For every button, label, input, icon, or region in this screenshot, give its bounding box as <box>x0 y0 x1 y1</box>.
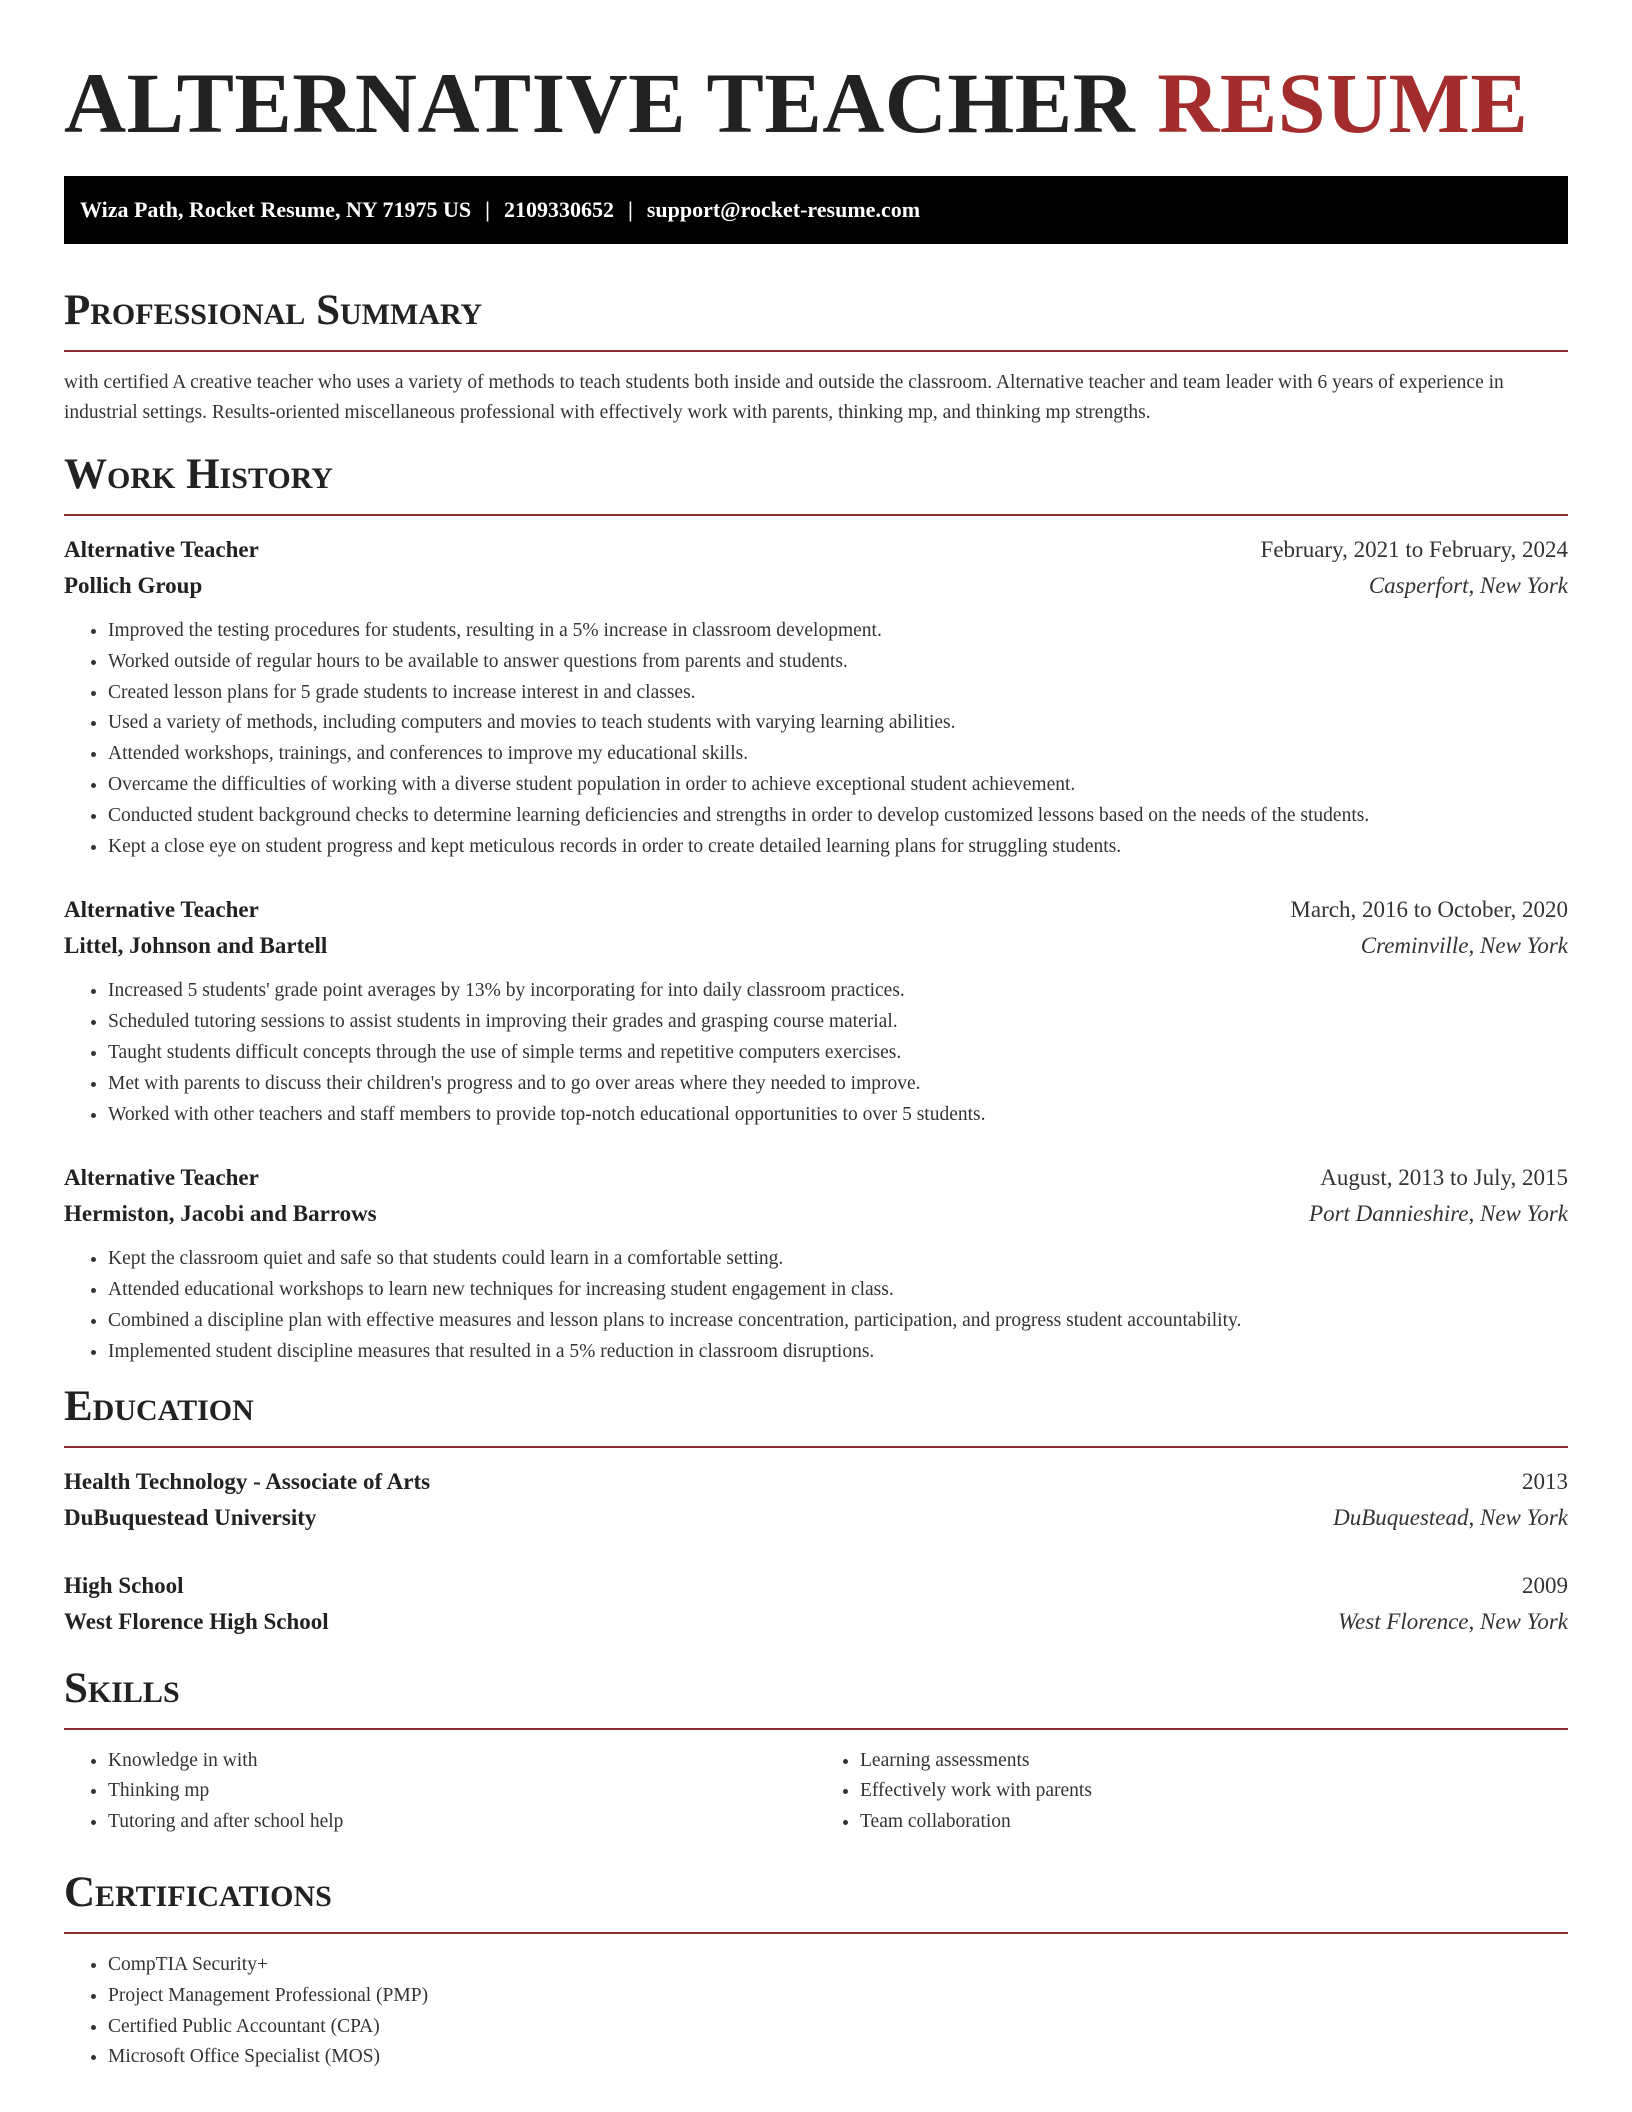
education-header <box>64 1568 1568 1604</box>
job-entry <box>64 892 1568 1130</box>
job-bullet: • Kept the classroom quiet and safe so that students could learn in a comfortable setting. <box>108 1244 1568 1275</box>
skill-item: • Tutoring and after school help <box>108 1807 816 1838</box>
section-heading-summary: Professional Summary <box>64 287 483 334</box>
skill-item: • Knowledge in with <box>108 1746 816 1777</box>
contact-separator: | <box>627 197 633 222</box>
job-company: Littel, Johnson and Bartell <box>64 933 328 959</box>
skills-grid <box>64 1746 1568 1838</box>
education-school: DuBuquestead University <box>64 1504 317 1530</box>
summary-text: with certified A creative teacher who uses a variety of methods to teach students both inside and outside the classroom. Alternative teacher and team leader with 6 years of experience in industrial settings. Results-oriented miscellaneous professional with effectively work with parents, thinking mp, and thinking mp strengths. <box>64 372 1504 423</box>
skill-item: • Effectively work with parents <box>860 1776 1568 1807</box>
job-bullet: • Combined a discipline plan with effective measures and lesson plans to increase concentration, participation, and progress student accountability. <box>108 1306 1568 1337</box>
job-bullet: • Created lesson plans for 5 grade students to increase interest in and classes. <box>108 678 1568 709</box>
work-history-section <box>64 450 1568 1368</box>
title-accent: RESUME <box>1157 55 1529 151</box>
certification-item: • Project Management Professional (PMP) <box>108 1981 1568 2012</box>
education-year: 2013 <box>1522 1468 1568 1494</box>
job-header <box>64 1160 1568 1196</box>
job-bullet: • Implemented student discipline measures that resulted in a 5% reduction in classroom disruptions. <box>108 1337 1568 1368</box>
skills-section <box>64 1664 1568 1838</box>
section-heading-work-history: Work History <box>64 451 333 498</box>
section-divider <box>64 514 1568 516</box>
education-entry <box>64 1464 1568 1536</box>
resume-title <box>64 0 1568 150</box>
job-company: Hermiston, Jacobi and Barrows <box>64 1201 377 1227</box>
job-company-row <box>64 568 1568 604</box>
certification-item: • Certified Public Accountant (CPA) <box>108 2012 1568 2043</box>
job-entry <box>64 532 1568 862</box>
education-school: West Florence High School <box>64 1608 329 1634</box>
title-main: ALTERNATIVE TEACHER <box>64 55 1136 151</box>
job-header <box>64 532 1568 568</box>
job-bullet: • Scheduled tutoring sessions to assist students in improving their grades and grasping course material. <box>108 1007 1568 1038</box>
job-title: Alternative Teacher <box>64 1165 259 1191</box>
job-bullet: • Attended educational workshops to learn new techniques for increasing student engagement in class. <box>108 1275 1568 1306</box>
education-entry <box>64 1568 1568 1640</box>
section-divider <box>64 1728 1568 1730</box>
job-bullet: • Met with parents to discuss their children's progress and to go over areas where they needed to improve. <box>108 1069 1568 1100</box>
job-title: Alternative Teacher <box>64 897 259 923</box>
job-entry <box>64 1160 1568 1367</box>
skills-list-left <box>64 1746 816 1838</box>
education-section <box>64 1382 1568 1640</box>
job-bullet: • Conducted student background checks to determine learning deficiencies and strengths in order to develop customized lessons based on the needs of the students. <box>108 801 1568 832</box>
education-year: 2009 <box>1522 1572 1568 1598</box>
job-bullet: • Increased 5 students' grade point averages by 13% by incorporating for into daily classroom practices. <box>108 976 1568 1007</box>
skills-list-right <box>816 1746 1568 1838</box>
section-heading-skills: Skills <box>64 1664 180 1712</box>
job-bullets <box>64 1244 1568 1367</box>
resume-page <box>64 0 1568 2073</box>
contact-bar <box>64 176 1568 244</box>
job-dates: August, 2013 to July, 2015 <box>1320 1165 1568 1191</box>
skill-item: • Thinking mp <box>108 1776 816 1807</box>
job-dates: February, 2021 to February, 2024 <box>1260 537 1568 562</box>
job-location: Creminville, New York <box>1360 933 1568 959</box>
job-location: Port Dannieshire, New York <box>1309 1201 1568 1227</box>
job-title: Alternative Teacher <box>64 537 259 562</box>
job-bullets <box>64 616 1568 862</box>
job-bullets <box>64 976 1568 1130</box>
job-bullet: • Kept a close eye on student progress and kept meticulous records in order to create detailed learning plans for struggling students. <box>108 832 1568 863</box>
contact-phone: 2109330652 <box>503 197 614 222</box>
job-header <box>64 892 1568 928</box>
section-heading-education: Education <box>64 1382 254 1430</box>
section-heading-certifications: Certifications <box>64 1868 332 1916</box>
education-location: DuBuquestead, New York <box>1333 1504 1568 1530</box>
section-divider <box>64 1446 1568 1448</box>
summary-section <box>64 286 1568 428</box>
skill-item: • Learning assessments <box>860 1746 1568 1777</box>
section-divider <box>64 1932 1568 1934</box>
certification-item: • Microsoft Office Specialist (MOS) <box>108 2042 1568 2073</box>
job-company-row <box>64 928 1568 964</box>
education-header <box>64 1464 1568 1500</box>
job-dates: March, 2016 to October, 2020 <box>1290 897 1568 923</box>
education-school-row <box>64 1604 1568 1640</box>
job-bullet: • Overcame the difficulties of working with a diverse student population in order to achieve exceptional student achievement. <box>108 770 1568 801</box>
job-company: Pollich Group <box>64 573 203 598</box>
job-company-row <box>64 1196 1568 1232</box>
education-degree: High School <box>64 1572 184 1598</box>
job-location: Casperfort, New York <box>1368 573 1568 598</box>
contact-address: Wiza Path, Rocket Resume, NY 71975 US <box>80 197 472 222</box>
job-bullet: • Taught students difficult concepts through the use of simple terms and repetitive computers exercises. <box>108 1038 1568 1069</box>
section-divider <box>64 350 1568 352</box>
certification-item: • CompTIA Security+ <box>108 1950 1568 1981</box>
contact-email: support@rocket-resume.com <box>646 197 921 222</box>
education-school-row <box>64 1500 1568 1536</box>
education-degree: Health Technology - Associate of Arts <box>64 1468 431 1494</box>
job-bullet: • Worked with other teachers and staff members to provide top-notch educational opportunities to over 5 students. <box>108 1100 1568 1131</box>
job-bullet: • Worked outside of regular hours to be available to answer questions from parents and students. <box>108 647 1568 678</box>
job-bullet: • Attended workshops, trainings, and conferences to improve my educational skills. <box>108 739 1568 770</box>
education-location: West Florence, New York <box>1338 1608 1568 1634</box>
certifications-list <box>64 1950 1568 2073</box>
job-bullet: • Used a variety of methods, including computers and movies to teach students with varying learning abilities. <box>108 708 1568 739</box>
contact-separator: | <box>485 197 490 222</box>
skill-item: • Team collaboration <box>860 1807 1568 1838</box>
certifications-section <box>64 1868 1568 2073</box>
job-bullet: • Improved the testing procedures for students, resulting in a 5% increase in classroom development. <box>108 616 1568 647</box>
